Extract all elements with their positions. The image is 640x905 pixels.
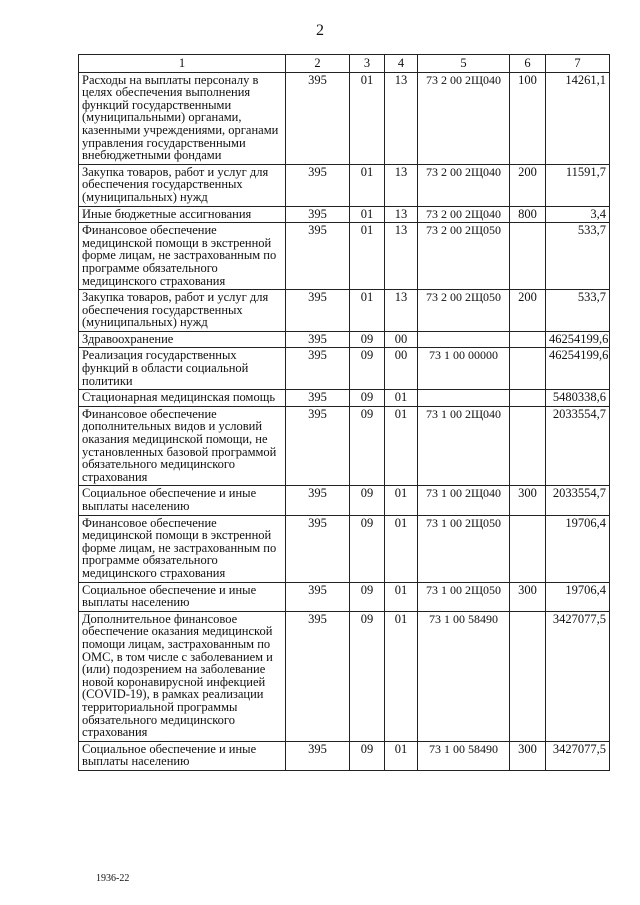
amount-cell: 11591,7 — [546, 164, 610, 206]
expense-type-code-cell: 300 — [510, 741, 546, 770]
table-row — [79, 486, 610, 515]
col-header-3: 3 — [350, 55, 385, 73]
page-number: 2 — [316, 22, 324, 39]
table-row — [79, 390, 610, 407]
expense-type-code-cell — [510, 348, 546, 390]
item-name-cell: Дополнительное финансовое обеспечение оказания медицинской помощи лицам, застрахованным по ОМС, в том числе с заболеванием и (или) подозрением на заболевание новой коронавирусной инфекцией (COVID-19), в рамках реализации территориальной программы обязательного медицинского страхования — [79, 611, 286, 741]
admin-code-cell: 395 — [286, 515, 350, 582]
amount-cell: 533,7 — [546, 290, 610, 332]
admin-code-cell: 395 — [286, 486, 350, 515]
admin-code-cell: 395 — [286, 223, 350, 290]
section-code-cell: 09 — [350, 348, 385, 390]
target-article-code-cell: 73 2 00 2Щ040 — [418, 72, 510, 164]
item-name-cell: Иные бюджетные ассигнования — [79, 206, 286, 223]
table-row — [79, 223, 610, 290]
subsection-code-cell: 01 — [385, 741, 418, 770]
expense-type-code-cell — [510, 331, 546, 348]
amount-cell: 19706,4 — [546, 515, 610, 582]
target-article-code-cell: 73 2 00 2Щ040 — [418, 206, 510, 223]
admin-code-cell: 395 — [286, 348, 350, 390]
item-name-cell: Финансовое обеспечение медицинской помощи в экстренной форме лицам, не застрахованным по программе обязательного медицинского страхования — [79, 223, 286, 290]
admin-code-cell: 395 — [286, 331, 350, 348]
document-footer-code: 1936-22 — [96, 873, 130, 884]
target-article-code-cell: 73 2 00 2Щ040 — [418, 164, 510, 206]
col-header-6: 6 — [510, 55, 546, 73]
amount-cell: 533,7 — [546, 223, 610, 290]
section-code-cell: 09 — [350, 515, 385, 582]
expense-type-code-cell — [510, 406, 546, 486]
target-article-code-cell: 73 2 00 2Щ050 — [418, 290, 510, 332]
table-row — [79, 348, 610, 390]
amount-cell: 2033554,7 — [546, 406, 610, 486]
amount-cell: 19706,4 — [546, 582, 610, 611]
amount-cell: 46254199,6 — [546, 331, 610, 348]
subsection-code-cell: 13 — [385, 72, 418, 164]
expense-type-code-cell: 800 — [510, 206, 546, 223]
expense-type-code-cell — [510, 515, 546, 582]
item-name-cell: Расходы на выплаты персоналу в целях обеспечения выполнения функций государственными (муниципальными) органами, казенными учреждениями, органами управления государственными внебюджетными фондами — [79, 72, 286, 164]
table-row — [79, 290, 610, 332]
target-article-code-cell: 73 1 00 58490 — [418, 611, 510, 741]
item-name-cell: Закупка товаров, работ и услуг для обеспечения государственных (муниципальных) нужд — [79, 164, 286, 206]
item-name-cell: Закупка товаров, работ и услуг для обеспечения государственных (муниципальных) нужд — [79, 290, 286, 332]
section-code-cell: 09 — [350, 582, 385, 611]
amount-cell: 3427077,5 — [546, 741, 610, 770]
amount-cell: 3427077,5 — [546, 611, 610, 741]
section-code-cell: 09 — [350, 486, 385, 515]
table-row — [79, 611, 610, 741]
section-code-cell: 09 — [350, 741, 385, 770]
table-row — [79, 515, 610, 582]
header-row — [79, 55, 610, 73]
table-row — [79, 206, 610, 223]
section-code-cell: 09 — [350, 331, 385, 348]
target-article-code-cell — [418, 390, 510, 407]
admin-code-cell: 395 — [286, 206, 350, 223]
section-code-cell: 01 — [350, 223, 385, 290]
admin-code-cell: 395 — [286, 72, 350, 164]
section-code-cell: 09 — [350, 390, 385, 407]
amount-cell: 14261,1 — [546, 72, 610, 164]
expense-type-code-cell: 100 — [510, 72, 546, 164]
target-article-code-cell: 73 1 00 2Щ050 — [418, 515, 510, 582]
section-code-cell: 01 — [350, 206, 385, 223]
item-name-cell: Здравоохранение — [79, 331, 286, 348]
subsection-code-cell: 01 — [385, 515, 418, 582]
col-header-2: 2 — [286, 55, 350, 73]
expense-type-code-cell: 200 — [510, 164, 546, 206]
subsection-code-cell: 01 — [385, 406, 418, 486]
section-code-cell: 09 — [350, 406, 385, 486]
item-name-cell: Социальное обеспечение и иные выплаты населению — [79, 486, 286, 515]
amount-cell: 5480338,6 — [546, 390, 610, 407]
item-name-cell: Реализация государственных функций в области социальной политики — [79, 348, 286, 390]
target-article-code-cell: 73 1 00 2Щ040 — [418, 486, 510, 515]
expense-type-code-cell — [510, 223, 546, 290]
amount-cell: 3,4 — [546, 206, 610, 223]
expense-type-code-cell: 200 — [510, 290, 546, 332]
table-row — [79, 406, 610, 486]
admin-code-cell: 395 — [286, 164, 350, 206]
target-article-code-cell: 73 1 00 00000 — [418, 348, 510, 390]
subsection-code-cell: 13 — [385, 290, 418, 332]
table-body — [79, 72, 610, 770]
item-name-cell: Социальное обеспечение и иные выплаты населению — [79, 741, 286, 770]
admin-code-cell: 395 — [286, 582, 350, 611]
target-article-code-cell: 73 1 00 2Щ050 — [418, 582, 510, 611]
target-article-code-cell: 73 2 00 2Щ050 — [418, 223, 510, 290]
admin-code-cell: 395 — [286, 741, 350, 770]
section-code-cell: 09 — [350, 611, 385, 741]
col-header-7: 7 — [546, 55, 610, 73]
table-row — [79, 72, 610, 164]
expense-type-code-cell — [510, 611, 546, 741]
subsection-code-cell: 13 — [385, 223, 418, 290]
admin-code-cell: 395 — [286, 406, 350, 486]
table-row — [79, 331, 610, 348]
table-row — [79, 582, 610, 611]
item-name-cell: Стационарная медицинская помощь — [79, 390, 286, 407]
table-row — [79, 164, 610, 206]
amount-cell: 2033554,7 — [546, 486, 610, 515]
subsection-code-cell: 00 — [385, 348, 418, 390]
admin-code-cell: 395 — [286, 290, 350, 332]
col-header-4: 4 — [385, 55, 418, 73]
item-name-cell: Финансовое обеспечение дополнительных видов и условий оказания медицинской помощи, не установленных базовой программой обязательного медицинского страхования — [79, 406, 286, 486]
target-article-code-cell: 73 1 00 58490 — [418, 741, 510, 770]
amount-cell: 46254199,6 — [546, 348, 610, 390]
subsection-code-cell: 01 — [385, 486, 418, 515]
section-code-cell: 01 — [350, 72, 385, 164]
item-name-cell: Социальное обеспечение и иные выплаты населению — [79, 582, 286, 611]
subsection-code-cell: 01 — [385, 611, 418, 741]
table-row — [79, 741, 610, 770]
item-name-cell: Финансовое обеспечение медицинской помощи в экстренной форме лицам, не застрахованным по программе обязательного медицинского страхования — [79, 515, 286, 582]
subsection-code-cell: 00 — [385, 331, 418, 348]
subsection-code-cell: 13 — [385, 206, 418, 223]
admin-code-cell: 395 — [286, 390, 350, 407]
budget-table — [78, 54, 610, 771]
expense-type-code-cell — [510, 390, 546, 407]
admin-code-cell: 395 — [286, 611, 350, 741]
subsection-code-cell: 01 — [385, 582, 418, 611]
target-article-code-cell: 73 1 00 2Щ040 — [418, 406, 510, 486]
subsection-code-cell: 01 — [385, 390, 418, 407]
target-article-code-cell — [418, 331, 510, 348]
section-code-cell: 01 — [350, 290, 385, 332]
expense-type-code-cell: 300 — [510, 582, 546, 611]
subsection-code-cell: 13 — [385, 164, 418, 206]
col-header-1: 1 — [79, 55, 286, 73]
expense-type-code-cell: 300 — [510, 486, 546, 515]
section-code-cell: 01 — [350, 164, 385, 206]
col-header-5: 5 — [418, 55, 510, 73]
